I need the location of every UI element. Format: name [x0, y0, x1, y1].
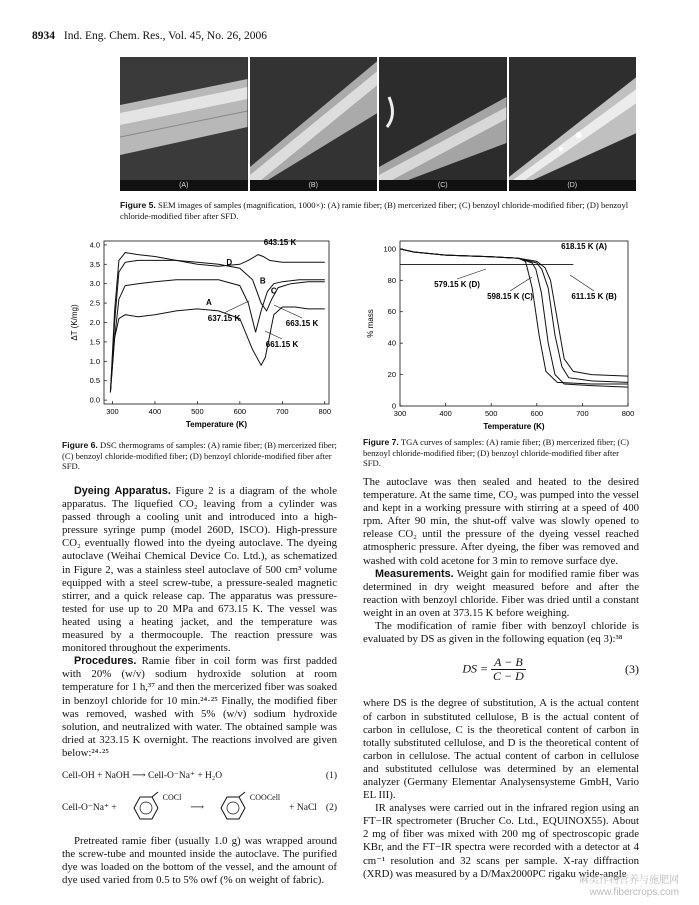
sem-panel-b: [250, 57, 378, 191]
dsc-curve-label-D: D: [226, 258, 233, 268]
procedures-paragraph: [62, 655, 337, 760]
dsc-y-tick-label-4: 2.0: [89, 318, 100, 327]
tga-series-A: [400, 249, 628, 376]
ir-paragraph: IR analyses were carried out in the infrared region using an FT−IR spectrometer (Brucher Co. Ltd., EQUINOX55). About 2 mg of fiber was mixed with 200 mg of spectroscopic grade KBr, and the FT−IR spectra were recorded with a detector at 4 cm⁻¹ resolution and 32 scans per sample. X-ray diffraction (XRD) was measured by a D/Max2000PC rigaku wide-angle: [363, 802, 639, 880]
dsc-x-axis-label: Temperature (K): [185, 420, 248, 429]
sem-label-d: (D): [509, 180, 637, 191]
tga-y-axis-label: % mass: [366, 309, 375, 338]
measurements-heading: Measurements.: [375, 567, 454, 580]
reaction-2-right: + NaCl: [289, 802, 317, 813]
tga-x-tick-label-1: 400: [439, 409, 452, 418]
dsc-annotation-3: 661.15 K: [265, 340, 299, 349]
benzene-ring-product-icon: [213, 791, 253, 825]
equation-3-number: (3): [625, 662, 639, 677]
watermark: [579, 875, 679, 899]
page-number: 8934: [32, 30, 55, 42]
tga-annotation-1: 579.15 K (D): [434, 280, 480, 289]
dsc-y-tick-label-5: 2.5: [89, 298, 100, 308]
tga-annotation-leader-1: [457, 269, 486, 279]
figure6-caption-label: Figure 6.: [62, 440, 98, 450]
reaction-1-number: (1): [325, 770, 337, 781]
measurements-text: Weight gain for modified ramie fiber was determined in dry weight measured before and after the reaction with benzoyl chloride. Fiber was dried until a constant weight in an oven at 373.15 K before weighing.: [363, 567, 639, 619]
reaction-arrow-icon: ⟶: [190, 802, 204, 813]
right-column: [363, 476, 639, 881]
tga-y-tick-label-2: 40: [387, 338, 396, 348]
tga-annotation-3: 611.15 K (B): [571, 292, 617, 301]
modification-paragraph: The modification of ramie fiber with benzoyl chloride is evaluated by DS as given in the following equation (eq 3):³⁸: [363, 620, 639, 646]
dsc-curve-label-C: C: [270, 286, 277, 296]
reaction-2-left: Cell-O⁻Na⁺ +: [62, 802, 117, 813]
equation-fraction: [491, 656, 526, 683]
reaction-1: [62, 770, 337, 783]
figure6-caption-text: DSC thermograms of samples: (A) ramie fiber; (B) mercerized fiber; (C) benzoyl chloride-modified fiber; (D) benzoyl chloride-modified fiber after SFD.: [62, 440, 337, 471]
sem-panel-a: [120, 57, 248, 191]
tga-y-tick-label-1: 20: [387, 370, 396, 380]
figure7-caption-text: TGA curves of samples: (A) ramie fiber; (B) mercerized fiber; (C) benzoyl chloride-modified fiber; (D) benzoyl chloride-modified fiber after SFD.: [363, 437, 629, 468]
tga-annotation-0: 618.15 K (A): [561, 242, 607, 251]
tga-x-tick-label-3: 600: [530, 409, 544, 418]
dsc-annotation-0: 643.15 K: [263, 238, 297, 247]
dsc-x-tick-label-5: 800: [318, 407, 332, 416]
equation-numerator: A − B: [491, 656, 526, 670]
dsc-x-tick-label-0: 300: [106, 407, 119, 416]
dsc-annotation-leader-1: [224, 301, 249, 313]
measurements-paragraph: [363, 568, 639, 620]
sem-panel-c: [379, 57, 507, 191]
tga-annotation-2: 598.15 K (C): [487, 292, 533, 301]
tga-annotation-leader-2: [510, 277, 532, 291]
tga-y-tick-label-3: 60: [387, 307, 396, 317]
sem-label-b: (B): [250, 180, 378, 191]
figure5-caption-text: SEM images of samples (magnification, 1000×): (A) ramie fiber; (B) mercerized fiber; (C) benzoyl chloride-modified fiber; (D) benzoyl chloride-modified fiber after SFD.: [120, 200, 629, 221]
dsc-y-tick-label-0: 0.0: [89, 395, 100, 405]
figure7-tga-chart: [362, 235, 642, 435]
dyeing-paragraph: [62, 485, 337, 655]
sem-label-c: (C): [379, 180, 507, 191]
dsc-x-tick-label-2: 500: [191, 407, 204, 416]
where-paragraph: where DS is the degree of substitution, A is the actual content of carbon in substituted cellulose, B is the actual content of carbon in cellulose, C is the theoretical content of carbon in totally substituted cellulose, and D is the theoretical content of carbon in cellulose. The actual content of carbon in cellulose and substituted cellulose was determined by an elemental analyzer (Germany Elementar Analysensysteme GmbH, Vario EL III).: [363, 697, 639, 802]
dsc-y-tick-label-2: 1.0: [89, 356, 100, 366]
equation-3: [363, 656, 639, 683]
dsc-x-tick-label-4: 700: [276, 407, 289, 416]
equation-denominator: C − D: [492, 669, 524, 684]
dsc-annotation-leader-3: [265, 331, 282, 339]
reaction-2: [62, 791, 337, 825]
tga-series-D: [400, 249, 628, 384]
sem-panel-d: [509, 57, 637, 191]
figure5-caption-label: Figure 5.: [120, 200, 156, 210]
benzene-ring-icon: [126, 791, 166, 825]
sem-label-a: (A): [120, 180, 248, 191]
figure7-caption-label: Figure 7.: [363, 437, 399, 447]
autoclave-paragraph: The autoclave was then sealed and heated to the desired temperature. At the same time, CO₂ was pumped into the vessel and kept in a working pressure with stirring at a speed of 400 rpm. After 90 min, the shut-off valve was slowly opened to release CO₂ until the pressure of the dyeing vessel reached atmospheric pressure. After dyeing, the fiber was removed and washed with cold acetone for 3 min to remove surface dye.: [363, 476, 639, 567]
tga-x-tick-label-5: 800: [621, 409, 635, 418]
dsc-y-tick-label-6: 3.0: [89, 279, 100, 289]
dsc-y-tick-label-8: 4.0: [89, 240, 100, 250]
reaction-2-reagent: COCl: [162, 793, 182, 803]
dsc-x-tick-label-3: 600: [233, 407, 247, 416]
figure5-caption: [120, 200, 636, 221]
tga-y-tick-label-4: 80: [387, 275, 396, 285]
dsc-y-tick-label-3: 1.5: [89, 337, 100, 347]
sem-image-a: [120, 57, 248, 191]
dyeing-text: Figure 2 is a diagram of the whole apparatus. The liquefied CO₂ leaving from a cylinder was passed through a cooling unit and introduced into a high-pressure syringe pump (model 260D, ISCO). High-pressure CO₂ eventually flowed into the dyeing autoclave. The dyeing autoclave (Weihai Chemical Device Co. Ltd.), as schematized in Figure 2, was a stainless steel autoclave of 500 cm³ volume equipped with a steel screw-tube, a pressure-sealed magnetic stirrer, and a quick release cap. The apparatus was pressure-tested for use up to 20 MPa and 673.15 K. The vessel was heated using a heating jacket, and the temperature was measured by a thermocouple. The reaction pressure was monitored throughout the experiments.: [62, 485, 337, 655]
tga-lines: [400, 249, 628, 387]
tga-series-B: [400, 249, 628, 383]
dsc-annotation-2: 663.15 K: [285, 319, 319, 328]
tga-x-axis-label: Temperature (K): [483, 422, 545, 431]
dyeing-heading: Dyeing Apparatus.: [74, 485, 171, 497]
dsc-x-tick-label-1: 400: [148, 407, 162, 416]
tga-y-tick-label-5: 100: [383, 244, 396, 254]
reaction-2-product: COOCell: [249, 793, 281, 803]
reaction-1-text: Cell-OH + NaOH ⟶ Cell-O⁻Na⁺ + H₂O: [62, 770, 223, 781]
dsc-labels: [70, 238, 331, 429]
watermark-line2: www.fibercrops.com: [589, 887, 679, 898]
tga-x-tick-label-2: 500: [484, 409, 498, 418]
dsc-y-tick-label-1: 0.5: [89, 376, 100, 386]
figure5-sem-images: [120, 57, 636, 191]
dsc-series-B: [110, 280, 324, 393]
tga-x-tick-label-4: 700: [576, 409, 589, 418]
figure7-caption: [363, 437, 639, 469]
dsc-curve-label-B: B: [259, 276, 266, 286]
tga-annotation-leader-3: [570, 275, 594, 291]
sem-image-b: [250, 57, 378, 191]
journal-citation: Ind. Eng. Chem. Res., Vol. 45, No. 26, 2006: [63, 30, 267, 42]
running-header: [32, 30, 267, 42]
dsc-curve-label-A: A: [205, 298, 212, 308]
figure6-dsc-chart: [62, 235, 342, 435]
equation-lhs: DS =: [462, 661, 489, 676]
dsc-y-tick-label-7: 3.5: [89, 259, 100, 269]
reaction-2-number: (2): [325, 802, 337, 813]
tga-labels: [366, 242, 634, 431]
tga-y-tick-label-0: 0: [391, 401, 396, 411]
tga-x-tick-label-0: 300: [393, 409, 407, 418]
pretreated-paragraph: Pretreated ramie fiber (usually 1.0 g) was wrapped around the screw-tube and mounted inside the autoclave. The purified dye was loaded on the bottom of the vessel, and the amount of dye used varied from 0.5 to 5% owf (% on weight of fabric).: [62, 835, 337, 887]
figure6-caption: [62, 440, 338, 472]
procedures-heading: Procedures.: [74, 655, 137, 668]
dsc-y-axis-label: ΔT (K/mg): [70, 304, 79, 341]
left-column: [62, 485, 337, 887]
watermark-line1: 麻类作物营养与施肥网: [579, 875, 679, 886]
procedures-text: Ramie fiber in coil form was first padded with 20% (w/v) sodium hydroxide solution at room temperature for 1 h,³⁷ and then the mercerized fiber was soaked in benzoyl chloride for 10 min.²⁴·²⁵ Finally, the modified fiber was removed, washed with 5% (w/v) sodium hydroxide solution, and neutralized with water. The obtained sample was dried at 323.15 K overnight. The reactions involved are given below:²⁴·²⁵: [62, 655, 337, 759]
sem-image-d: [509, 57, 637, 191]
equation-3-body: [363, 656, 625, 683]
sem-image-c: [379, 57, 507, 191]
dsc-annotation-1: 637.15 K: [207, 314, 241, 323]
tga-series-C: [400, 249, 628, 387]
